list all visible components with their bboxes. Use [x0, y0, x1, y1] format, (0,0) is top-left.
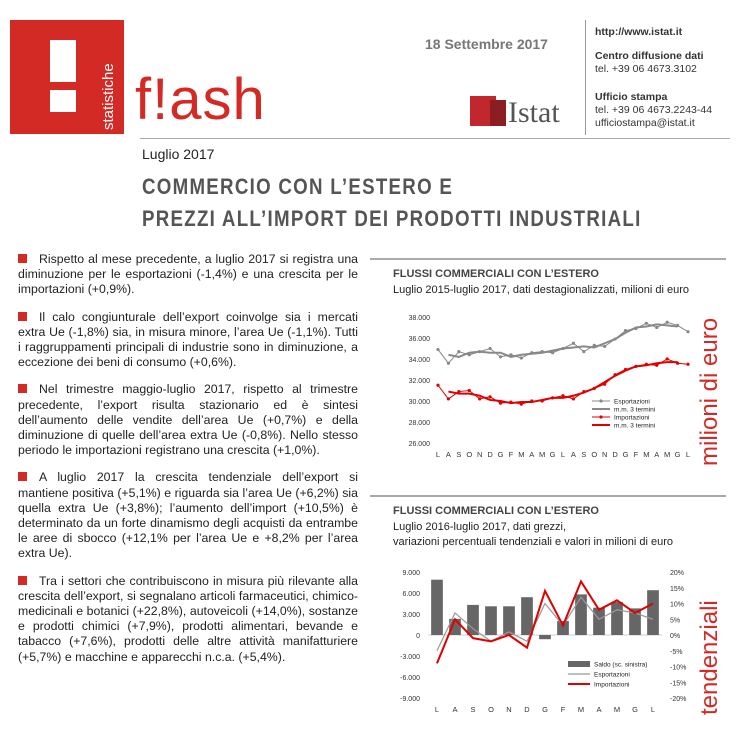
chart2-bar	[575, 594, 587, 635]
chart1-ytick-label: 26.000	[408, 441, 430, 448]
chart2-bar	[611, 602, 623, 635]
chart1-data-point	[478, 397, 481, 400]
chart1-xtick-label: A	[529, 450, 535, 459]
istat-logo-icon-shade	[490, 100, 506, 126]
chart2-xtick-label: N	[506, 705, 512, 714]
chart1-xtick-label: D	[487, 450, 493, 459]
chart1-data-point	[436, 384, 439, 387]
report-month: Luglio 2017	[142, 146, 215, 162]
summary-paragraph-3: Nel trimestre maggio-luglio 2017, rispetto al trimestre precedente, l’export risulta stazionario ed è sintesi dell’aumento delle vendite dell’area Ue (+0,7%) e della diminuzione di quelle dell’area extra Ue (-0,8%). Nello stesso periodo le importazioni registrano una crescita (+1,0%).	[18, 382, 358, 458]
chart2-ytick-right-label: 5%	[670, 617, 681, 625]
chart1-xtick-label: M	[539, 450, 546, 459]
chart1-xtick-label: M	[643, 450, 650, 459]
chart1-data-point	[447, 397, 450, 400]
chart2-ytick-right-label: -15%	[670, 680, 687, 688]
chart2-xtick-label: M	[613, 705, 621, 714]
chart1-data-point	[603, 345, 606, 348]
chart2-xtick-label: A	[596, 705, 602, 714]
chart1-xtick-label: S	[456, 450, 462, 459]
chart2-legend-label: Importazioni	[594, 681, 630, 689]
chart1-xtick-label: A	[570, 450, 576, 459]
logo-vertical-text: statistiche	[100, 63, 117, 130]
chart2-bar-line-chart	[370, 560, 700, 720]
chart2-ytick-right-label: -5%	[670, 648, 683, 656]
summary-column	[18, 252, 358, 677]
chart1-xtick-label: A	[654, 450, 660, 459]
chart1-data-point	[468, 389, 471, 392]
release-date: 18 Settembre 2017	[425, 36, 548, 52]
chart1-data-point	[488, 395, 491, 398]
chart1-ytick-label: 30.000	[408, 399, 430, 406]
chart2-ytick-left-label: -6.000	[400, 675, 420, 682]
bullet-icon	[18, 472, 27, 481]
chart1-data-point	[666, 321, 669, 324]
summary-paragraph-4: A luglio 2017 la crescita tendenziale dell’export si mantiene positiva (+5,1%) e riguarda sia l’area Ue (+6,2%) sia quella extra Ue (+3,8%); l’aumento dell’import (+10,5%) è determinato da un forte dinamismo degli acquisti da entrambe le aree di sbocco (+12,1% per l’area Ue e +8,2% per l’area extra Ue).	[18, 470, 358, 561]
chart2-ytick-left-label: 6.000	[402, 591, 420, 598]
chart2-bar	[503, 606, 515, 635]
chart2-ytick-right-label: 20%	[670, 570, 685, 577]
chart1-xtick-label: N	[601, 450, 608, 459]
chart1-xtick-label: S	[581, 450, 587, 459]
chart1-data-point	[520, 356, 523, 359]
chart1-top-rule	[370, 258, 726, 260]
chart1-series-line	[448, 324, 677, 357]
chart1-xtick-label: L	[435, 450, 441, 459]
chart1-xtick-label: O	[466, 450, 473, 459]
chart2-bar	[485, 606, 497, 635]
chart2-xtick-label: O	[488, 705, 494, 714]
chart1-xtick-label: F	[633, 450, 639, 459]
chart1-data-point	[686, 330, 689, 333]
chart2-side-label: tendenziali	[696, 600, 723, 715]
chart1-xtick-label: G	[549, 450, 556, 459]
chart1-xtick-label: O	[591, 450, 598, 459]
chart2-xtick-label: G	[632, 705, 638, 714]
chart2-bar	[467, 605, 479, 635]
bullet-icon	[18, 312, 27, 321]
ufficio-tel: tel. +39 06 4673.2243-44	[595, 104, 713, 116]
chart1-ytick-label: 32.000	[408, 378, 430, 385]
chart1-ytick-label: 34.000	[408, 357, 430, 364]
chart1-legend-marker	[599, 415, 602, 418]
chart1-data-point	[457, 350, 460, 353]
chart1-data-point	[572, 342, 575, 345]
chart1-xtick-label: G	[674, 450, 681, 459]
bullet-icon	[18, 254, 27, 263]
chart1-xtick-label: L	[560, 450, 566, 459]
chart2-xtick-label: A	[452, 705, 458, 714]
chart2-ytick-right-label: 0%	[670, 633, 681, 640]
chart2-title: FLUSSI COMMERCIALI CON L’ESTERO	[393, 505, 599, 517]
bullet-icon	[18, 576, 27, 585]
chart2-bar	[521, 597, 533, 635]
chart1-xtick-label: D	[612, 450, 618, 459]
chart1-xtick-label: G	[497, 450, 504, 459]
chart2-xtick-label: F	[560, 705, 566, 714]
logo-exclamation-dot	[50, 90, 76, 112]
chart2-ytick-right-label: 10%	[670, 601, 685, 609]
chart1-series-line	[448, 362, 677, 403]
summary-paragraph-5: Tra i settori che contribuiscono in misura più rilevante alla crescita dell’export, si segnalano articoli farmaceutici, chimico-medicinali e botanici (+22,8%), autoveicoli (+14,0%), sostanze e prodotti chimici (+7,9%), prodotti alimentari, bevande e tabacco (+7,6%), prodotti delle altre attività manifatturiere (+5,7%) e macchine e apparecchi n.c.a. (+5,4%).	[18, 573, 358, 664]
chart1-data-point	[645, 322, 648, 325]
chart2-ytick-left-label: 0	[416, 633, 420, 640]
chart2-ytick-left-label: -3.000	[400, 654, 420, 661]
bullet-icon	[18, 384, 27, 393]
website-link[interactable]: http://www.istat.it	[595, 26, 683, 38]
chart1-ytick-label: 28.000	[408, 420, 430, 427]
chart2-bar	[539, 635, 551, 639]
chart2-xtick-label: M	[577, 705, 585, 714]
chart2-legend-label: Esportazioni	[594, 671, 630, 679]
chart1-data-point	[572, 397, 575, 400]
chart1-data-point	[666, 357, 669, 360]
chart1-legend-marker	[599, 399, 602, 402]
chart2-xtick-label: L	[434, 705, 440, 714]
chart1-data-point	[499, 355, 502, 358]
chart1-xtick-label: M	[518, 450, 525, 459]
centro-label: Centro diffusione dati	[595, 50, 704, 62]
chart1-legend-label: m.m. 3 termini	[614, 422, 656, 430]
header-rule	[140, 138, 730, 139]
chart1-xtick-label: N	[476, 450, 483, 459]
chart2-ytick-left-label: 3.000	[402, 612, 420, 619]
chart2-bar	[647, 590, 659, 635]
chart1-series-line	[438, 322, 688, 363]
chart2-subtitle2: variazioni percentuali tendenziali e valori in milioni di euro	[393, 536, 674, 548]
chart1-xtick-label: M	[664, 450, 671, 459]
chart1-data-point	[488, 347, 491, 350]
report-title-line1: COMMERCIO CON L’ESTERO E	[142, 174, 454, 199]
chart2-xtick-label: D	[524, 705, 530, 714]
chart1-data-point	[436, 348, 439, 351]
chart1-ytick-label: 38.000	[408, 315, 430, 322]
chart2-top-rule	[370, 495, 726, 497]
chart2-bar	[431, 580, 443, 635]
chart1-title: FLUSSI COMMERCIALI CON L’ESTERO	[393, 268, 599, 280]
chart2-ytick-right-label: 15%	[670, 585, 685, 593]
chart1-legend-label: Esportazioni	[614, 398, 650, 406]
chart2-bar	[593, 608, 605, 635]
chart1-legend-label: m.m. 3 termini	[614, 406, 656, 414]
chart2-subtitle: Luglio 2016-luglio 2017, dati grezzi,	[393, 521, 567, 533]
chart2-legend-swatch	[568, 661, 590, 667]
chart2-legend-label: Saldo (sc. sinistra)	[594, 661, 648, 669]
chart1-data-point	[655, 326, 658, 329]
ufficio-label: Ufficio stampa	[595, 91, 668, 103]
istat-wordmark: Istat	[508, 96, 560, 129]
chart2-ytick-left-label: 9.000	[402, 570, 420, 577]
chart1-data-point	[447, 362, 450, 365]
chart1-xtick-label: F	[508, 450, 514, 459]
chart1-xtick-label: G	[622, 450, 629, 459]
chart1-xtick-label: A	[445, 450, 451, 459]
chart2-ytick-left-label: -9.000	[400, 696, 420, 703]
chart1-ytick-label: 36.000	[408, 336, 430, 343]
chart1-subtitle: Luglio 2015-luglio 2017, dati destagionalizzati, milioni di euro	[393, 284, 689, 296]
chart1-side-label: milioni di euro	[696, 317, 723, 466]
chart1-xtick-label: L	[685, 450, 691, 459]
ufficio-email[interactable]: ufficiostampa@istat.it	[595, 117, 695, 129]
chart2-xtick-label: G	[542, 705, 548, 714]
chart1-legend-label: Importazioni	[614, 414, 650, 422]
summary-paragraph-2: Il calo congiunturale dell’export coinvolge sia i mercati extra Ue (-1,8%) sia, in misura minore, l’area Ue (-1,1%). Tutti i raggruppamenti principali di industrie sono in diminuzione, a eccezione dei beni di consumo (+0,6%).	[18, 309, 358, 370]
chart1-data-point	[686, 363, 689, 366]
header-divider	[585, 20, 586, 135]
flash-wordmark: f!ash	[135, 67, 266, 132]
chart1-line-chart	[370, 305, 700, 465]
chart2-xtick-label: S	[470, 705, 476, 714]
report-title-line2: PREZZI ALL’IMPORT DEI PRODOTTI INDUSTRIALI	[142, 206, 642, 231]
logo-exclamation-stem	[50, 40, 76, 82]
centro-tel: tel. +39 06 4673.3102	[595, 63, 697, 75]
chart2-ytick-right-label: -10%	[670, 664, 687, 672]
chart2-ytick-right-label: -20%	[670, 696, 687, 703]
summary-paragraph-1: Rispetto al mese precedente, a luglio 2017 si registra una diminuzione per le esportazioni (-1,4%) e una crescita per le importazioni (+0,9%).	[18, 252, 358, 297]
chart1-data-point	[582, 350, 585, 353]
chart2-xtick-label: L	[650, 705, 656, 714]
